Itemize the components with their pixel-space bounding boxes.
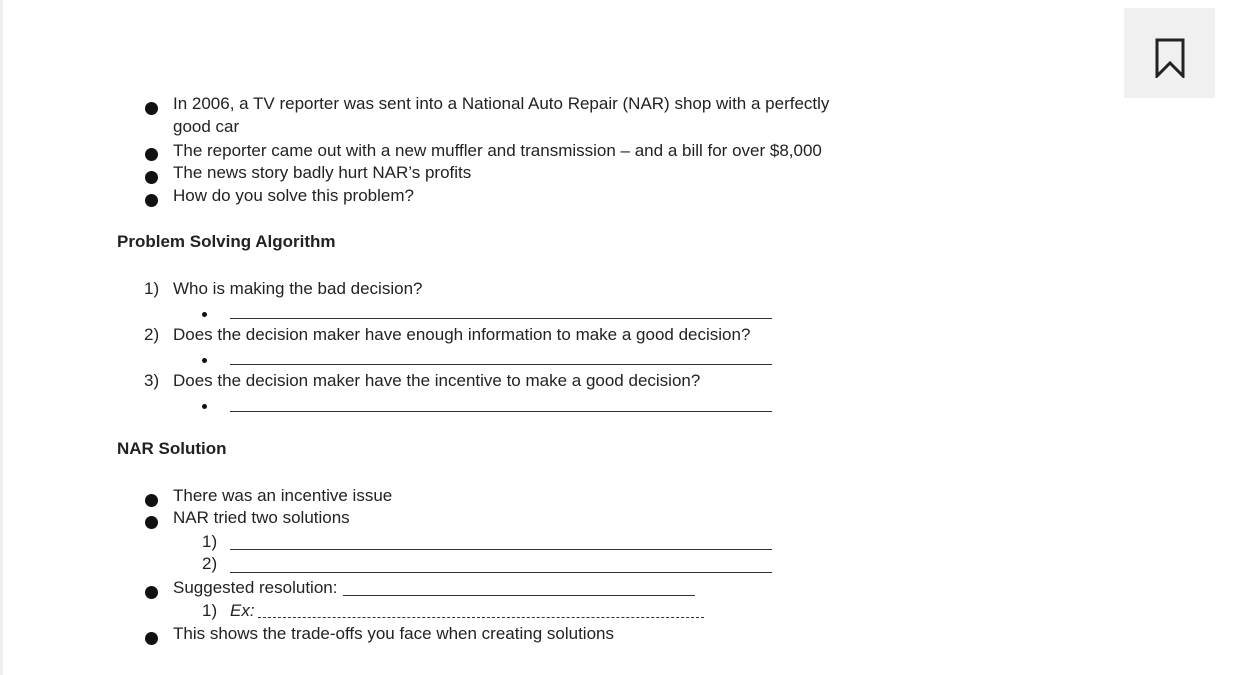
ex-line [258, 617, 704, 618]
small-bullet-icon [202, 358, 207, 363]
bookmark-icon [1155, 38, 1185, 78]
answer-line-1 [230, 318, 772, 319]
solution-bullet-1: There was an incentive issue [173, 486, 393, 505]
step-1-text: Who is making the bad decision? [173, 279, 423, 298]
answer-line-2 [230, 364, 772, 365]
small-bullet-icon [202, 312, 207, 317]
ex-label: Ex: [230, 601, 255, 620]
intro-bullet-1: In 2006, a TV reporter was sent into a National Auto Repair (NAR) shop with a perfectly [173, 94, 830, 113]
bullet-icon [145, 148, 158, 161]
bullet-icon [145, 102, 158, 115]
sub-number: 2) [202, 554, 218, 573]
step-2-text: Does the decision maker have enough information to make a good decision? [173, 325, 751, 344]
intro-bullet-1-continued: good car [173, 117, 240, 136]
solution-bullet-2: NAR tried two solutions [173, 508, 350, 527]
answer-line-3 [230, 411, 772, 412]
solution-line-1 [230, 549, 772, 550]
step-number: 3) [144, 371, 160, 390]
bullet-icon [145, 171, 158, 184]
solution-heading: NAR Solution [117, 439, 227, 458]
bullet-icon [145, 632, 158, 645]
bullet-icon [145, 194, 158, 207]
algorithm-heading: Problem Solving Algorithm [117, 232, 336, 251]
solution-line-2 [230, 572, 772, 573]
bookmark-button[interactable] [1124, 8, 1215, 98]
intro-bullet-2: The reporter came out with a new muffler and transmission – and a bill for over $8,000 [173, 141, 822, 160]
bullet-icon [145, 494, 158, 507]
step-3-text: Does the decision maker have the incentive to make a good decision? [173, 371, 701, 390]
step-number: 2) [144, 325, 160, 344]
bullet-icon [145, 516, 158, 529]
intro-bullet-4: How do you solve this problem? [173, 186, 414, 205]
bullet-icon [145, 586, 158, 599]
small-bullet-icon [202, 404, 207, 409]
suggested-resolution-label: Suggested resolution: [173, 578, 338, 597]
suggested-resolution-line [343, 595, 695, 596]
sub-number: 1) [202, 532, 218, 551]
step-number: 1) [144, 279, 160, 298]
intro-bullet-3: The news story badly hurt NAR’s profits [173, 163, 472, 182]
final-bullet: This shows the trade-offs you face when creating solutions [173, 624, 614, 643]
ex-number: 1) [202, 601, 218, 620]
